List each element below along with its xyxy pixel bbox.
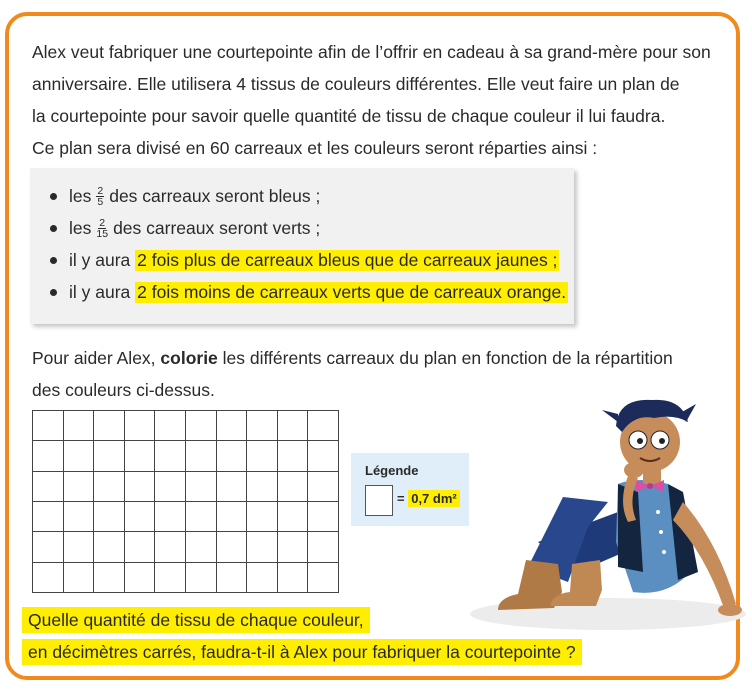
instruction-verb: colorie xyxy=(160,348,218,368)
question-line-1: Quelle quantité de tissu de chaque couleur, xyxy=(22,607,370,633)
rule-green-prefix: les xyxy=(69,217,92,238)
grid-cell[interactable] xyxy=(278,472,309,502)
grid-cell[interactable] xyxy=(155,411,186,441)
question-line-2: en décimètres carrés, faudra-t-il à Alex pour fabriquer la courtepointe ? xyxy=(22,639,582,665)
grid-cell[interactable] xyxy=(155,472,186,502)
intro-line-3: la courtepointe pour savoir quelle quantité de tissu de chaque couleur il lui faudra. xyxy=(32,106,666,126)
bullet-icon xyxy=(50,289,57,296)
grid-cell[interactable] xyxy=(186,502,217,532)
grid-cell[interactable] xyxy=(247,472,278,502)
grid-cell[interactable] xyxy=(278,411,309,441)
fraction-denominator: 15 xyxy=(96,227,109,240)
rule-blue-text: des carreaux seront bleus ; xyxy=(109,185,321,206)
grid-cell[interactable] xyxy=(33,502,64,532)
grid-cell[interactable] xyxy=(308,532,339,562)
grid-cell[interactable] xyxy=(155,441,186,471)
rules-box xyxy=(30,168,574,324)
grid-cell[interactable] xyxy=(217,441,248,471)
grid-cell[interactable] xyxy=(64,502,95,532)
rule-green-text: des carreaux seront verts ; xyxy=(113,217,321,238)
grid-cell[interactable] xyxy=(94,441,125,471)
bullet-icon xyxy=(50,225,57,232)
grid-cell[interactable] xyxy=(33,472,64,502)
grid-cell[interactable] xyxy=(217,563,248,593)
character-illustration xyxy=(468,392,750,636)
grid-cell[interactable] xyxy=(125,411,156,441)
instruction-prefix: Pour aider Alex, xyxy=(32,348,161,368)
grid-cell[interactable] xyxy=(217,502,248,532)
grid-cell[interactable] xyxy=(217,472,248,502)
rule-yellow-highlight: 2 fois plus de carreaux bleus que de carreaux jaunes ; xyxy=(137,249,558,270)
fraction-denominator: 5 xyxy=(97,195,104,208)
grid-cell[interactable] xyxy=(125,441,156,471)
rule-yellow-prefix: il y aura xyxy=(69,249,131,270)
quilt-grid xyxy=(32,410,339,593)
grid-cell[interactable] xyxy=(64,441,95,471)
grid-cell[interactable] xyxy=(186,441,217,471)
grid-cell[interactable] xyxy=(33,411,64,441)
grid-cell[interactable] xyxy=(155,532,186,562)
fraction-numerator: 2 xyxy=(97,184,104,197)
grid-cell[interactable] xyxy=(94,411,125,441)
grid-cell[interactable] xyxy=(155,563,186,593)
grid-cell[interactable] xyxy=(308,502,339,532)
grid-cell[interactable] xyxy=(94,563,125,593)
fraction-two-fifteenths xyxy=(96,218,108,239)
grid-cell[interactable] xyxy=(186,563,217,593)
grid-cell[interactable] xyxy=(33,532,64,562)
grid-cell[interactable] xyxy=(94,532,125,562)
grid-cell[interactable] xyxy=(33,563,64,593)
bullet-icon xyxy=(50,193,57,200)
grid-cell[interactable] xyxy=(247,441,278,471)
grid-cell[interactable] xyxy=(278,502,309,532)
instruction-suffix: les différents carreaux du plan en fonction de la répartition xyxy=(217,348,673,368)
instruction-line-2: des couleurs ci-dessus. xyxy=(32,380,215,400)
legend-value-row xyxy=(397,491,460,506)
grid-cell[interactable] xyxy=(247,563,278,593)
grid-cell[interactable] xyxy=(94,502,125,532)
grid-cell[interactable] xyxy=(278,532,309,562)
grid-cell[interactable] xyxy=(64,532,95,562)
grid-cell[interactable] xyxy=(217,532,248,562)
legend-equals: = xyxy=(397,491,405,506)
legend-title: Légende xyxy=(365,463,419,478)
grid-cell[interactable] xyxy=(125,563,156,593)
grid-cell[interactable] xyxy=(186,411,217,441)
rule-blue-prefix: les xyxy=(69,185,92,206)
grid-cell[interactable] xyxy=(94,472,125,502)
instruction-line-1 xyxy=(32,342,722,374)
intro-paragraph xyxy=(32,36,722,164)
grid-cell[interactable] xyxy=(33,441,64,471)
grid-cell[interactable] xyxy=(308,472,339,502)
fraction-numerator: 2 xyxy=(99,216,106,229)
intro-line-4: Ce plan sera divisé en 60 carreaux et les couleurs seront réparties ainsi : xyxy=(32,138,598,158)
grid-cell[interactable] xyxy=(125,502,156,532)
grid-cell[interactable] xyxy=(125,532,156,562)
grid-cell[interactable] xyxy=(308,441,339,471)
rule-yellow xyxy=(50,244,574,276)
rule-blue xyxy=(50,180,574,212)
grid-cell[interactable] xyxy=(155,502,186,532)
grid-cell[interactable] xyxy=(308,411,339,441)
grid-cell[interactable] xyxy=(308,563,339,593)
grid-cell[interactable] xyxy=(217,411,248,441)
rule-orange xyxy=(50,276,574,308)
grid-cell[interactable] xyxy=(64,472,95,502)
grid-cell[interactable] xyxy=(278,563,309,593)
rule-orange-highlight: 2 fois moins de carreaux verts que de carreaux orange. xyxy=(137,281,567,302)
rule-orange-prefix: il y aura xyxy=(69,281,131,302)
grid-cell[interactable] xyxy=(64,563,95,593)
legend-value: 0,7 dm² xyxy=(408,490,460,507)
bullet-icon xyxy=(50,257,57,264)
grid-cell[interactable] xyxy=(64,411,95,441)
grid-cell[interactable] xyxy=(247,502,278,532)
intro-line-2: anniversaire. Elle utilisera 4 tissus de couleurs différentes. Elle veut faire un plan de xyxy=(32,74,680,94)
grid-cell[interactable] xyxy=(278,441,309,471)
grid-cell[interactable] xyxy=(247,411,278,441)
legend-swatch xyxy=(365,485,393,516)
legend-box xyxy=(351,453,469,526)
grid-cell[interactable] xyxy=(186,472,217,502)
fraction-two-fifths xyxy=(96,186,104,207)
grid-cell[interactable] xyxy=(186,532,217,562)
grid-cell[interactable] xyxy=(125,472,156,502)
intro-line-1: Alex veut fabriquer une courtepointe afin de l’offrir en cadeau à sa grand-mère pour son xyxy=(32,42,711,62)
rule-green xyxy=(50,212,574,244)
grid-cell[interactable] xyxy=(247,532,278,562)
